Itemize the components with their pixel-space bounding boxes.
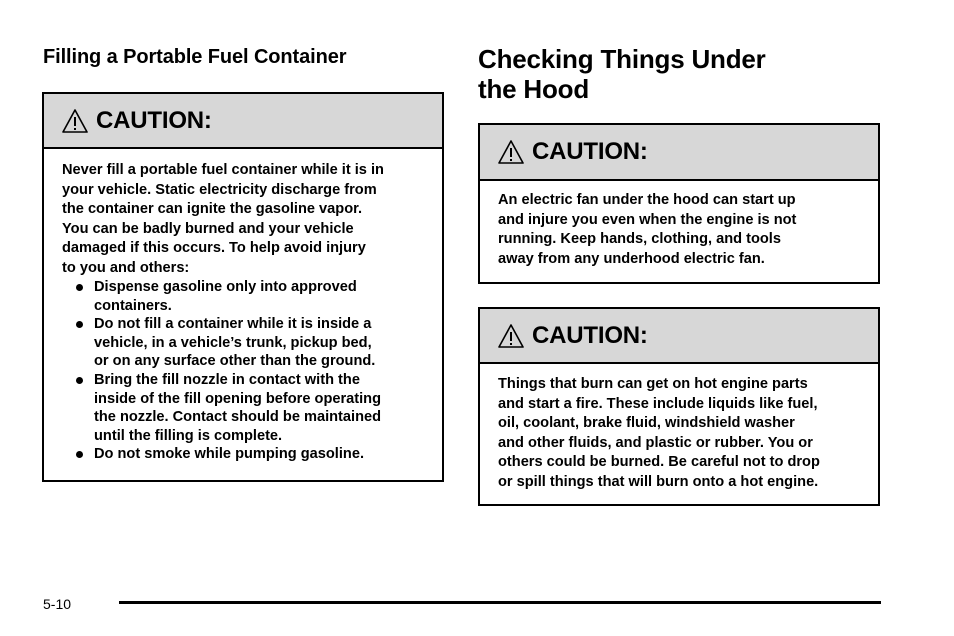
caution-bullet-list	[62, 278, 434, 464]
page-number: 5-10	[43, 596, 72, 612]
bullet-dot-icon	[76, 377, 83, 384]
text-line: to you and others:	[62, 259, 190, 276]
caution-paragraph	[62, 161, 434, 278]
footer-rule	[119, 601, 881, 604]
bullet-item	[62, 278, 434, 315]
text-line: away from any underhood electric fan.	[498, 250, 765, 267]
text-line: An electric fan under the hood can start up	[498, 192, 796, 208]
text-line: and other fluids, and plastic or rubber. You or	[498, 434, 813, 451]
heading-line-2: the Hood	[478, 74, 590, 104]
heading-line-1: Checking Things Under	[478, 44, 766, 74]
bullet-text-line: or on any surface other than the ground.	[94, 353, 376, 370]
caution-box-hot-engine	[478, 307, 880, 506]
caution-title: CAUTION:	[532, 321, 648, 349]
text-line: running. Keep hands, clothing, and tools	[498, 231, 781, 247]
text-line: the container can ignite the gasoline vapor.	[62, 201, 363, 217]
caution-header	[480, 309, 878, 364]
section-heading-under-hood	[478, 44, 766, 104]
text-line: Never fill a portable fuel container while it is in	[62, 162, 384, 178]
bullet-dot-icon	[76, 451, 83, 458]
caution-body	[44, 149, 442, 464]
bullet-text-line: Bring the fill nozzle in contact with the	[94, 371, 360, 388]
caution-box-electric-fan	[478, 123, 880, 284]
bullet-dot-icon	[76, 321, 83, 328]
caution-paragraph	[480, 181, 878, 269]
warning-triangle-icon	[498, 323, 524, 349]
text-line: damaged if this occurs. To help avoid injury	[62, 240, 366, 256]
caution-box-fuel-container	[42, 92, 444, 482]
caution-header	[44, 94, 442, 149]
caution-paragraph	[480, 364, 878, 492]
bullet-dot-icon	[76, 284, 83, 291]
bullet-text-line: vehicle, in a vehicle’s trunk, pickup bed,	[94, 334, 372, 351]
bullet-text-line: Dispense gasoline only into approved	[94, 279, 357, 295]
bullet-item	[62, 315, 434, 371]
bullet-item	[62, 445, 434, 464]
caution-header	[480, 125, 878, 181]
text-line: and injure you even when the engine is not	[498, 211, 797, 228]
text-line: Things that burn can get on hot engine parts	[498, 376, 808, 392]
warning-triangle-icon	[62, 108, 88, 134]
text-line: your vehicle. Static electricity discharge from	[62, 181, 377, 198]
warning-triangle-icon	[498, 139, 524, 165]
bullet-item	[62, 371, 434, 445]
bullet-text-line: Do not smoke while pumping gasoline.	[94, 446, 365, 463]
text-line: oil, coolant, brake fluid, windshield washer	[498, 415, 795, 431]
bullet-text-line: Do not fill a container while it is inside a	[94, 316, 372, 333]
bullet-text-line: inside of the fill opening before operating	[94, 390, 382, 407]
bullet-text-line: the nozzle. Contact should be maintained	[94, 409, 382, 426]
caution-title: CAUTION:	[96, 106, 212, 134]
bullet-text-line: until the filling is complete.	[94, 427, 283, 444]
bullet-text-line: containers.	[94, 297, 172, 314]
text-line: others could be burned. Be careful not to drop	[498, 454, 820, 470]
text-line: and start a fire. These include liquids like fuel,	[498, 395, 818, 412]
section-heading-fuel-container: Filling a Portable Fuel Container	[43, 46, 347, 68]
text-line: You can be badly burned and your vehicle	[62, 220, 354, 237]
text-line: or spill things that will burn onto a hot engine.	[498, 473, 819, 490]
caution-title: CAUTION:	[532, 138, 648, 165]
